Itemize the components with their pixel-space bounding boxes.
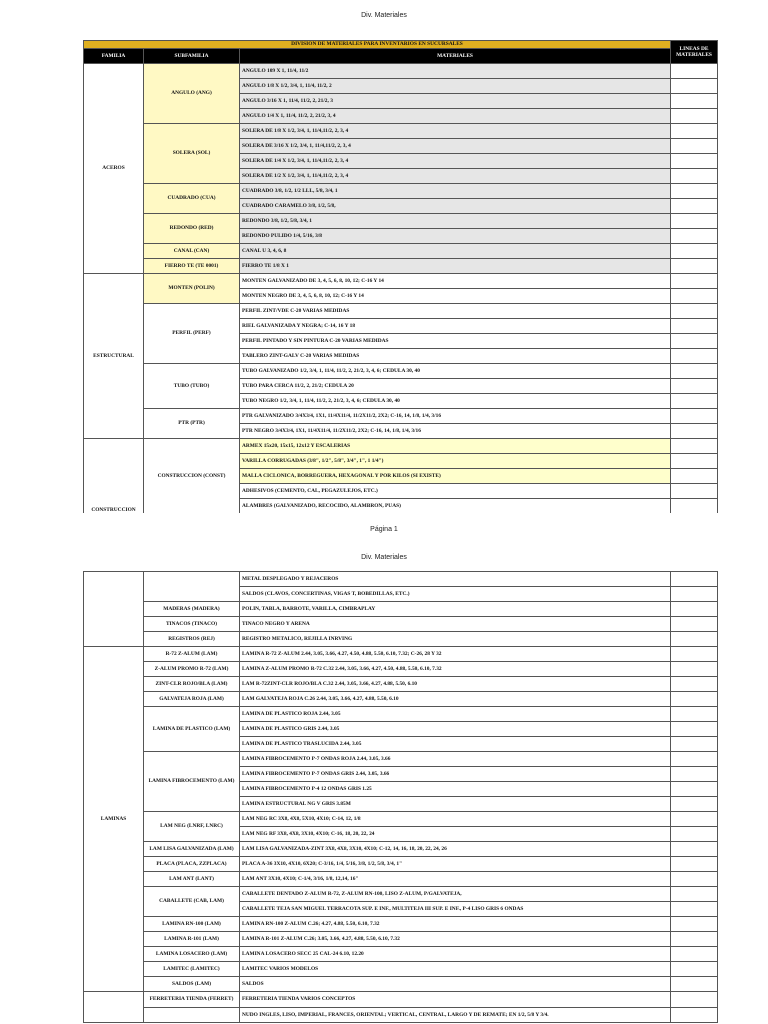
material-cell: PERFIL ZINT/VDE C-20 VARIAS MEDIDAS [240,304,671,319]
lineas-cell [671,169,718,184]
lineas-cell [671,917,718,932]
subfamily-cell: LAMINA FIBROCEMENTO (LAM) [144,752,240,812]
material-cell: PLACA A-36 3X10, 4X10, 6X20; C-3/16, 1/4, 5/16, 3/8, 1/2, 5/8, 3/4, 1" [240,857,671,872]
material-cell: LAMINA ESTRUCTURAL NG V GRIS 3.85M [240,797,671,812]
lineas-cell [671,827,718,842]
subfamily-cell: REDONDO (RED) [144,214,240,244]
subfamily-cell: LAM LISA GALVANIZADA (LAM) [144,842,240,857]
page-break-mask [0,513,768,521]
material-cell: LAMITEC VARIOS MODELOS [240,962,671,977]
materials-table-page-2 [83,571,718,1023]
lineas-cell [671,394,718,409]
material-cell: TUBO GALVANIZADO 1/2, 3/4, 1, 11/4, 11/2, 2, 21/2, 3, 4, 6; CEDULA 30, 40 [240,364,671,379]
material-cell: SOLERA DE 1/4 X 1/2, 3/4, 1, 11/4,11/2, 2, 3, 4 [240,154,671,169]
lineas-cell [671,992,718,1008]
material-cell: LAMINA R-101 Z-ALUM C.26; 3.05, 3.66, 4.27, 4.88, 5.50, 6.10, 7.32 [240,932,671,947]
material-cell: SOLERA DE 1/8 X 1/2, 3/4, 1, 11/4,11/2, 2, 3, 4 [240,124,671,139]
subfamily-cell: R-72 Z-ALUM (LAM) [144,647,240,662]
subfamily-cell: REGISTROS (REJ) [144,632,240,647]
lineas-cell [671,469,718,484]
material-cell: NUDO INGLES, LISO, IMPERIAL, FRANCES, ORIENTAL; VERTICAL, CENTRAL, LARGO Y DE REMATE; EN 1/2, 5/8 Y 3/4. [240,1008,671,1023]
material-cell: TUBO NEGRO 1/2, 3/4, 1, 11/4, 11/2, 2, 21/2, 3, 4, 6; CEDULA 30, 40 [240,394,671,409]
subfamily-cell: PERFIL (PERF) [144,304,240,364]
family-cell: ACEROS [84,64,144,274]
family-cell: ESTRUCTURAL [84,274,144,439]
material-cell: LAM GALVATEJA ROJA C.26 2.44, 3.05, 3.66, 4.27, 4.88, 5.50, 6.10 [240,692,671,707]
material-cell: CANAL U 3, 4, 6, 8 [240,244,671,259]
lineas-cell [671,154,718,169]
lineas-cell [671,244,718,259]
lineas-cell [671,872,718,887]
material-cell: MALLA CICLONICA, BORREGUERA, HEXAGONAL Y POR KILOS (SI EXISTE) [240,469,671,484]
subfamily-cell: Z-ALUM PROMO R-72 (LAM) [144,662,240,677]
subfamily-cell: LAMITEC (LAMITEC) [144,962,240,977]
subfamily-cell: SALDOS (LAM) [144,977,240,992]
material-cell: SOLERA DE 1/2 X 1/2, 3/4, 1, 11/4,11/2, 2, 3, 4 [240,169,671,184]
material-cell: TINACO NEGRO Y ARENA [240,617,671,632]
subfamily-cell: SOLERA (SOL) [144,124,240,184]
lineas-cell [671,349,718,364]
lineas-cell [671,274,718,289]
lineas-cell [671,977,718,992]
lineas-cell [671,812,718,827]
material-cell: ANGULO 1/4 X 1, 11/4, 11/2, 2, 21/2, 3, 4 [240,109,671,124]
lineas-cell [671,962,718,977]
material-cell: LAMINA FIBROCEMENTO P-7 ONDAS GRIS 2.44, 3.05, 3.66 [240,767,671,782]
lineas-cell [671,229,718,244]
material-cell: ALAMBRES (GALVANIZADO, RECOCIDO, ALAMBRON, PUAS) [240,499,671,514]
material-cell: PTR NEGRO 3/4X3/4, 1X1, 11/4X11/4, 11/2X11/2, 2X2; C-16, 14, 1/8, 1/4, 3/16 [240,424,671,439]
material-cell: SOLERA DE 3/16 X 1/2, 3/4, 1, 11/4,11/2, 2, 3, 4 [240,139,671,154]
lineas-cell [671,79,718,94]
lineas-cell [671,572,718,587]
subfamily-cell: CANAL (CAN) [144,244,240,259]
lineas-cell [671,64,718,79]
family-cell: LAMINAS [84,647,144,992]
lineas-cell [671,439,718,454]
subfamily-cell: PLACA (PLACA, ZZPLACA) [144,857,240,872]
subfamily-cell: CABALLETE (CAB, LAM) [144,887,240,917]
lineas-cell [671,617,718,632]
material-cell: LAM R-72ZINT-CLR ROJO/BLA C.32 2.44, 3.05, 3.66, 4.27, 4.88, 5.50, 6.10 [240,677,671,692]
material-cell: CABALLETE TEJA SAN MIGUEL TERRACOTA SUP. E INF., MULTITEJA III SUP. E INF., P-4 LISO GRIS 6 ONDAS [240,902,671,917]
material-cell: PTR GALVANIZADO 3/4X3/4, 1X1, 11/4X11/4, 11/2X11/2, 2X2; C-16, 14, 1/8, 1/4, 3/16 [240,409,671,424]
subfamily-cell: CONSTRUCCION (CONST) [144,439,240,514]
lineas-cell [671,887,718,902]
material-cell: LAMINA FIBROCEMENTO P-7 ONDAS ROJA 2.44, 3.05, 3.66 [240,752,671,767]
materials-table-page-1 [83,40,718,514]
lineas-cell [671,424,718,439]
material-cell: PERFIL PINTADO Y SIN PINTURA C-20 VARIAS MEDIDAS [240,334,671,349]
material-cell: LAM NEG RF 3X8, 4X8, 3X10, 4X10; C-16, 18, 20, 22, 24 [240,827,671,842]
lineas-cell [671,379,718,394]
lineas-cell [671,677,718,692]
lineas-cell [671,1008,718,1023]
lineas-cell [671,902,718,917]
material-cell: ANGULO 109 X 1, 11/4, 11/2 [240,64,671,79]
lineas-cell [671,334,718,349]
lineas-cell [671,499,718,514]
lineas-cell [671,752,718,767]
subfamily-cell: CUADRADO (CUA) [144,184,240,214]
material-cell: FIERRO TE 1/8 X 1 [240,259,671,274]
material-cell: LAMINA RN-100 Z-ALUM C.26; 4.27, 4.88, 5.50, 6.10, 7.32 [240,917,671,932]
subfamily-cell: MONTEN (POLIN) [144,274,240,304]
lineas-cell [671,662,718,677]
material-cell: VARILLA CORRUGADAS (3/8", 1/2", 5/8", 3/4", 1", 1 1/4") [240,454,671,469]
material-cell: LAMINA Z-ALUM PROMO R-72 C.32 2.44, 3.05, 3.66, 4.27, 4.50, 4.88, 5.50, 6.10, 7.32 [240,662,671,677]
lineas-cell [671,484,718,499]
lineas-cell [671,214,718,229]
lineas-cell [671,737,718,752]
lineas-cell [671,94,718,109]
material-cell: LAMINA DE PLASTICO GRIS 2.44, 3.05 [240,722,671,737]
subfamily-cell: LAMINA DE PLASTICO (LAM) [144,707,240,752]
lineas-cell [671,782,718,797]
material-cell: LAM ANT 3X10, 4X10; C-1/4, 3/16, 1/8, 12,14, 16" [240,872,671,887]
subfamily-cell: FERRETERIA TIENDA (FERRET) [144,992,240,1008]
lineas-cell [671,409,718,424]
lineas-cell [671,857,718,872]
lineas-cell [671,767,718,782]
subfamily-cell: PTR (PTR) [144,409,240,439]
lineas-cell [671,722,718,737]
subfamily-cell: LAMINA LOSACERO (LAM) [144,947,240,962]
material-cell: LAMINA FIBROCEMENTO P-4 12 ONDAS GRIS 1.25 [240,782,671,797]
material-cell: CUADRADO CARAMELO 3/8, 1/2, 5/8, [240,199,671,214]
column-header-lineas: LINEAS DE MATERIALES [671,41,718,64]
material-cell: REDONDO 3/8, 1/2, 5/8, 3/4, 1 [240,214,671,229]
subfamily-cell: GALVATEJA ROJA (LAM) [144,692,240,707]
family-cell: CONSTRUCCION [84,439,144,514]
lineas-cell [671,707,718,722]
material-cell: MONTEN GALVANIZADO DE 3, 4, 5, 6, 8, 10, 12; C-16 Y 14 [240,274,671,289]
page-header: Div. Materiales [361,12,407,19]
subfamily-cell: LAM NEG (LNRF, LNRC) [144,812,240,842]
lineas-cell [671,647,718,662]
material-cell: TABLERO ZINT-GALV C-20 VARIAS MEDIDAS [240,349,671,364]
lineas-cell [671,587,718,602]
material-cell: POLIN, TABLA, BARROTE, VARILLA, CIMBRAPLAY [240,602,671,617]
material-cell: CABALLETE DENTADO Z-ALUM R-72, Z-ALUM RN-100, LISO Z-ALUM, P/GALVATEJA, [240,887,671,902]
lineas-cell [671,692,718,707]
material-cell: LAMINA DE PLASTICO ROJA 2.44, 3.05 [240,707,671,722]
subfamily-cell: LAM ANT (LANT) [144,872,240,887]
subfamily-cell: MADERAS (MADERA) [144,602,240,617]
subfamily-cell: LAMINA R-101 (LAM) [144,932,240,947]
material-cell: ARMEX 15x20, 15x15, 12x12 Y ESCALERIAS [240,439,671,454]
lineas-cell [671,184,718,199]
lineas-cell [671,797,718,812]
page-footer: Página 1 [370,526,398,533]
subfamily-cell [144,572,240,602]
lineas-cell [671,139,718,154]
lineas-cell [671,932,718,947]
lineas-cell [671,602,718,617]
material-cell: SALDOS [240,977,671,992]
lineas-cell [671,632,718,647]
material-cell: LAMINA R-72 Z-ALUM 2.44, 3.05, 3.66, 4.27, 4.50, 4.88, 5.50, 6.10, 7.32; C-26, 28 Y 32 [240,647,671,662]
material-cell: TUBO PARA CERCA 11/2, 2, 21/2; CEDULA 20 [240,379,671,394]
material-cell: ANGULO 3/16 X 1, 11/4, 11/2, 2, 21/2, 3 [240,94,671,109]
subfamily-cell: LAMINA RN-100 (LAM) [144,917,240,932]
material-cell: METAL DESPLEGADO Y REJACEROS [240,572,671,587]
lineas-cell [671,454,718,469]
family-cell [84,992,144,1023]
material-cell: ANGULO 1/8 X 1/2, 3/4, 1, 11/4, 11/2, 2 [240,79,671,94]
subfamily-cell: TINACOS (TINACO) [144,617,240,632]
subfamily-cell: ZINT-CLR ROJO/BLA (LAM) [144,677,240,692]
lineas-cell [671,199,718,214]
lineas-cell [671,289,718,304]
lineas-cell [671,304,718,319]
family-cell [84,572,144,647]
lineas-cell [671,319,718,334]
material-cell: RIEL GALVANIZADA Y NEGRA; C-14, 16 Y 18 [240,319,671,334]
lineas-cell [671,109,718,124]
column-header-familia: FAMILIA [84,49,144,64]
material-cell: SALDOS (CLAVOS, CONCERTINAS, VIGAS T, BOBEDILLAS, ETC.) [240,587,671,602]
subfamily-cell: TUBO (TUBO) [144,364,240,409]
lineas-cell [671,124,718,139]
material-cell: CUADRADO 3/8, 1/2, 1/2 LLL, 5/8, 3/4, 1 [240,184,671,199]
page-header: Div. Materiales [361,554,407,561]
table-title: DIVISION DE MATERIALES PARA INVENTARIOS EN SUCURSALES [84,41,671,49]
material-cell: LAM LISA GALVANIZADA-ZINT 3X8, 4X8, 3X10, 4X10; C-12, 14, 16, 18, 20, 22, 24, 26 [240,842,671,857]
material-cell: ADHESIVOS (CEMENTO, CAL, PEGAZULEJOS, ETC.) [240,484,671,499]
lineas-cell [671,947,718,962]
material-cell: LAM NEG RC 3X8, 4X8, 5X10, 4X10; C-14, 12, 1/8 [240,812,671,827]
material-cell: MONTEN NEGRO DE 3, 4, 5, 6, 8, 10, 12; C-16 Y 14 [240,289,671,304]
subfamily-cell [144,1008,240,1023]
material-cell: LAMINA DE PLASTICO TRASLUCIDA 2.44, 3.05 [240,737,671,752]
lineas-cell [671,364,718,379]
lineas-cell [671,259,718,274]
material-cell: FERRETERIA TIENDA VARIOS CONCEPTOS [240,992,671,1008]
subfamily-cell: FIERRO TE (TE 0001) [144,259,240,274]
material-cell: REDONDO PULIDO 1/4, 5/16, 3/8 [240,229,671,244]
material-cell: REGISTRO METALICO, REJILLA INRVING [240,632,671,647]
subfamily-cell: ANGULO (ANG) [144,64,240,124]
material-cell: LAMINA LOSACERO SECC 25 CAL-24 6.10, 12.20 [240,947,671,962]
column-header-materiales: MATERIALES [240,49,671,64]
lineas-cell [671,842,718,857]
column-header-subfamilia: SUBFAMILIA [144,49,240,64]
